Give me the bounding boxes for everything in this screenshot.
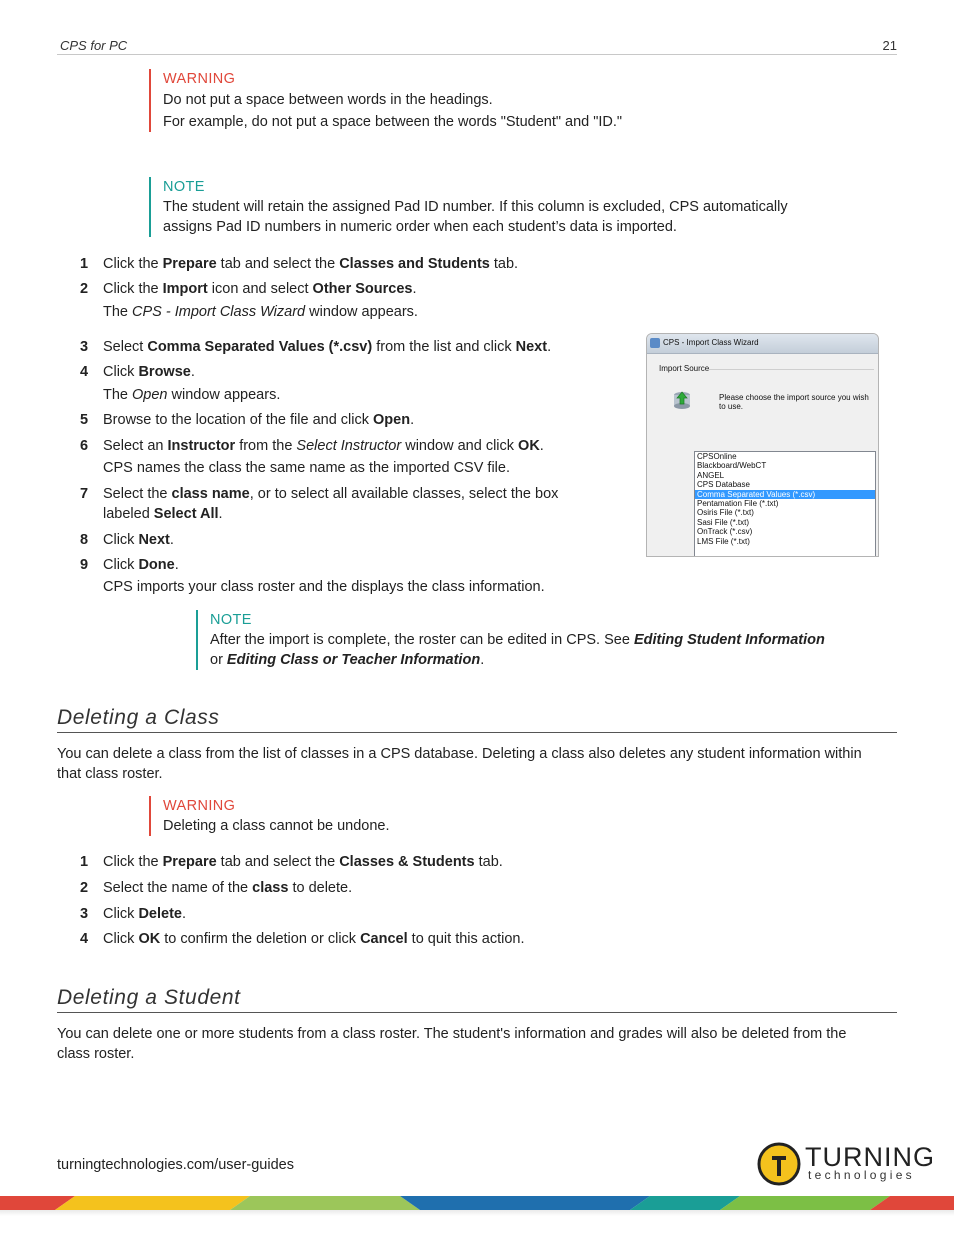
warning-title: WARNING bbox=[163, 798, 236, 814]
step-text: Click bbox=[103, 557, 139, 573]
database-import-icon bbox=[671, 389, 693, 411]
wizard-window-name: CPS - Import Class Wizard bbox=[132, 304, 306, 320]
step-body bbox=[103, 484, 613, 524]
step-text: . bbox=[190, 364, 195, 380]
logo-mark-icon bbox=[757, 1142, 801, 1186]
step-body bbox=[103, 878, 903, 898]
step-body bbox=[103, 279, 613, 299]
bold-term: OK bbox=[138, 931, 161, 947]
open-window-name: Open bbox=[132, 387, 168, 403]
step-body bbox=[103, 852, 903, 872]
link-editing-student-information[interactable]: Editing Student Information bbox=[633, 632, 825, 648]
warning-line-1: Do not put a space between words in the headings. bbox=[163, 92, 493, 108]
step-body bbox=[103, 904, 903, 924]
bold-term: Next bbox=[515, 339, 548, 355]
warning-text: Deleting a class cannot be undone. bbox=[163, 818, 390, 834]
bold-term: Next bbox=[138, 532, 170, 548]
step-body bbox=[103, 410, 613, 430]
step-text: . bbox=[174, 557, 179, 573]
bold-term: Import bbox=[162, 281, 208, 297]
bold-term: Delete bbox=[138, 906, 182, 922]
step-number: 7 bbox=[80, 486, 89, 502]
import-source-option[interactable]: OnTrack (*.csv) bbox=[697, 527, 753, 537]
import-source-option[interactable]: CPSOnline bbox=[697, 452, 737, 461]
bold-term: class name bbox=[171, 486, 250, 502]
bold-term: class bbox=[252, 880, 289, 896]
step-text: Click bbox=[103, 931, 139, 947]
step-text: Select an bbox=[103, 438, 168, 454]
step-number: 8 bbox=[80, 532, 89, 548]
bold-term: Select All bbox=[153, 506, 219, 522]
step-text: . bbox=[412, 281, 417, 297]
step-4-result bbox=[103, 385, 280, 405]
step-body bbox=[103, 436, 613, 456]
step-body bbox=[103, 362, 613, 382]
note-line-2 bbox=[210, 650, 825, 670]
step-6-result: CPS names the class the same name as the imported CSV file. bbox=[103, 460, 510, 476]
step-9-result: CPS imports your class roster and the displays the class information. bbox=[103, 579, 545, 595]
turning-technologies-logo bbox=[757, 1142, 935, 1186]
bold-term: Instructor bbox=[167, 438, 236, 454]
wizard-titlebar bbox=[647, 334, 878, 354]
note-line-1: The student will retain the assigned Pad ID number. If this column is excluded, CPS automatically bbox=[163, 199, 788, 215]
step-text: Click the bbox=[103, 854, 163, 870]
bold-term: OK bbox=[518, 438, 540, 454]
page-number: 21 bbox=[882, 38, 897, 53]
heading-rule bbox=[57, 732, 897, 733]
footer-color-band bbox=[0, 1196, 954, 1210]
import-wizard-screenshot bbox=[646, 333, 879, 557]
bold-term: Prepare bbox=[162, 854, 217, 870]
note-text: or bbox=[210, 652, 227, 668]
import-source-option[interactable]: Blackboard/WebCT bbox=[697, 461, 767, 471]
step-number: 3 bbox=[80, 906, 89, 922]
header-divider bbox=[57, 54, 897, 55]
bold-term: Browse bbox=[138, 364, 191, 380]
intro-line-1: You can delete a class from the list of classes in a CPS database. Deleting a class also deletes any student information within bbox=[57, 746, 862, 762]
import-source-option[interactable]: Comma Separated Values (*.csv) bbox=[695, 490, 875, 499]
step-number: 3 bbox=[80, 339, 89, 355]
step-text: tab. bbox=[474, 854, 503, 870]
group-divider bbox=[709, 369, 874, 370]
import-source-option[interactable]: LMS File (*.txt) bbox=[697, 536, 750, 546]
step-text: to confirm the deletion or click bbox=[160, 931, 361, 947]
step-text: to delete. bbox=[288, 880, 353, 896]
import-source-option[interactable]: ANGEL bbox=[697, 470, 725, 480]
note-callout-edit-roster bbox=[196, 610, 825, 670]
logo-wordmark: TURNING bbox=[805, 1142, 935, 1172]
import-source-option[interactable]: Pentamation File (*.txt) bbox=[697, 498, 779, 508]
window-name: Select Instructor bbox=[296, 438, 402, 454]
warning-callout-undo bbox=[149, 796, 390, 836]
step-text: Click bbox=[103, 906, 139, 922]
step-number: 1 bbox=[80, 854, 89, 870]
step-text: . bbox=[547, 339, 552, 355]
step-text: Click bbox=[103, 532, 139, 548]
step-number: 5 bbox=[80, 412, 89, 428]
deleting-class-intro bbox=[57, 744, 899, 784]
step-4-result-tail: window appears. bbox=[167, 387, 281, 403]
step-text: Select the name of the bbox=[103, 880, 253, 896]
step-number: 1 bbox=[80, 256, 89, 272]
heading-deleting-a-student: Deleting a Student bbox=[57, 986, 241, 1009]
step-text: tab and select the bbox=[216, 854, 340, 870]
step-text: Click the bbox=[103, 256, 163, 272]
step-body bbox=[103, 929, 903, 949]
step-number: 6 bbox=[80, 438, 89, 454]
step-number: 2 bbox=[80, 281, 89, 297]
bold-term: Comma Separated Values (*.csv) bbox=[147, 339, 373, 355]
bold-term: Classes and Students bbox=[339, 256, 490, 272]
note-title: NOTE bbox=[210, 612, 252, 628]
step-2-result-tail: window appears. bbox=[305, 304, 418, 320]
step-text: tab and select the bbox=[216, 256, 340, 272]
step-number: 4 bbox=[80, 931, 89, 947]
note-text: After the import is complete, the roster can be edited in CPS. See bbox=[210, 632, 634, 648]
step-body bbox=[103, 337, 613, 357]
step-text: . bbox=[410, 412, 415, 428]
step-number: 4 bbox=[80, 364, 89, 380]
step-body bbox=[103, 555, 613, 575]
step-text: window and click bbox=[401, 438, 519, 454]
bold-term: Prepare bbox=[162, 256, 217, 272]
link-editing-class-teacher-information[interactable]: Editing Class or Teacher Information bbox=[226, 652, 481, 668]
step-text: Select bbox=[103, 339, 148, 355]
intro-line-2: that class roster. bbox=[57, 766, 163, 782]
step-text: to quit this action. bbox=[407, 931, 525, 947]
wizard-title: CPS - Import Class Wizard bbox=[663, 338, 759, 347]
bold-term: Done bbox=[138, 557, 175, 573]
intro-line-2: class roster. bbox=[57, 1046, 135, 1062]
note-title: NOTE bbox=[163, 179, 205, 195]
step-2-result-text: The bbox=[103, 304, 133, 320]
step-text: . bbox=[181, 906, 187, 922]
wizard-instruction: Please choose the import source you wish to use. bbox=[719, 393, 869, 411]
step-text: . bbox=[218, 506, 223, 522]
running-header-title: CPS for PC bbox=[60, 38, 128, 53]
warning-callout-headings bbox=[149, 69, 622, 132]
step-body bbox=[103, 254, 613, 274]
warning-line-2: For example, do not put a space between the words "Student" and "ID." bbox=[163, 114, 623, 130]
heading-rule bbox=[57, 1012, 897, 1013]
warning-title: WARNING bbox=[163, 71, 236, 87]
step-text: Click bbox=[103, 364, 139, 380]
step-2-result bbox=[103, 302, 418, 322]
note-line-1 bbox=[210, 630, 825, 650]
step-text: from the bbox=[235, 438, 297, 454]
step-text: Browse to the location of the file and click bbox=[103, 412, 374, 428]
import-source-option[interactable]: Sasi File (*.txt) bbox=[697, 517, 750, 527]
step-text: from the list and click bbox=[372, 339, 516, 355]
import-source-option[interactable]: Osiris File (*.txt) bbox=[697, 508, 754, 518]
footer-band-shadow bbox=[0, 1210, 954, 1216]
step-text: . bbox=[539, 438, 544, 454]
step-4-result-text: The bbox=[103, 387, 133, 403]
note-text: . bbox=[480, 652, 485, 668]
footer-url-link[interactable]: turningtechnologies.com/user-guides bbox=[57, 1157, 294, 1173]
step-number: 2 bbox=[80, 880, 89, 896]
import-source-label: Import Source bbox=[659, 364, 710, 373]
bold-term: Classes & Students bbox=[339, 854, 475, 870]
intro-line-1: You can delete one or more students from a class roster. The student's information and grades will also be deleted from the bbox=[57, 1026, 847, 1042]
bold-term: Other Sources bbox=[312, 281, 413, 297]
deleting-student-intro bbox=[57, 1024, 899, 1064]
import-source-option[interactable]: CPS Database bbox=[697, 480, 750, 490]
step-text: tab. bbox=[489, 256, 519, 272]
step-body bbox=[103, 530, 613, 550]
step-text: Select the bbox=[103, 486, 172, 502]
import-source-listbox[interactable] bbox=[694, 451, 876, 557]
heading-deleting-a-class: Deleting a Class bbox=[57, 706, 220, 729]
bold-term: Cancel bbox=[360, 931, 408, 947]
step-text: icon and select bbox=[207, 281, 313, 297]
bold-term: Open bbox=[373, 412, 411, 428]
logo-subtitle: technologies bbox=[808, 1168, 915, 1182]
step-text: . bbox=[169, 532, 174, 548]
step-text: , or to select all available classes, select the box bbox=[249, 486, 559, 502]
step-number: 9 bbox=[80, 557, 89, 573]
step-text: labeled bbox=[103, 506, 154, 522]
note-callout-pad-id bbox=[149, 177, 788, 237]
note-line-2: assigns Pad ID numbers in numeric order when each student’s data is imported. bbox=[163, 219, 677, 235]
step-text: Click the bbox=[103, 281, 163, 297]
app-icon bbox=[650, 338, 660, 348]
